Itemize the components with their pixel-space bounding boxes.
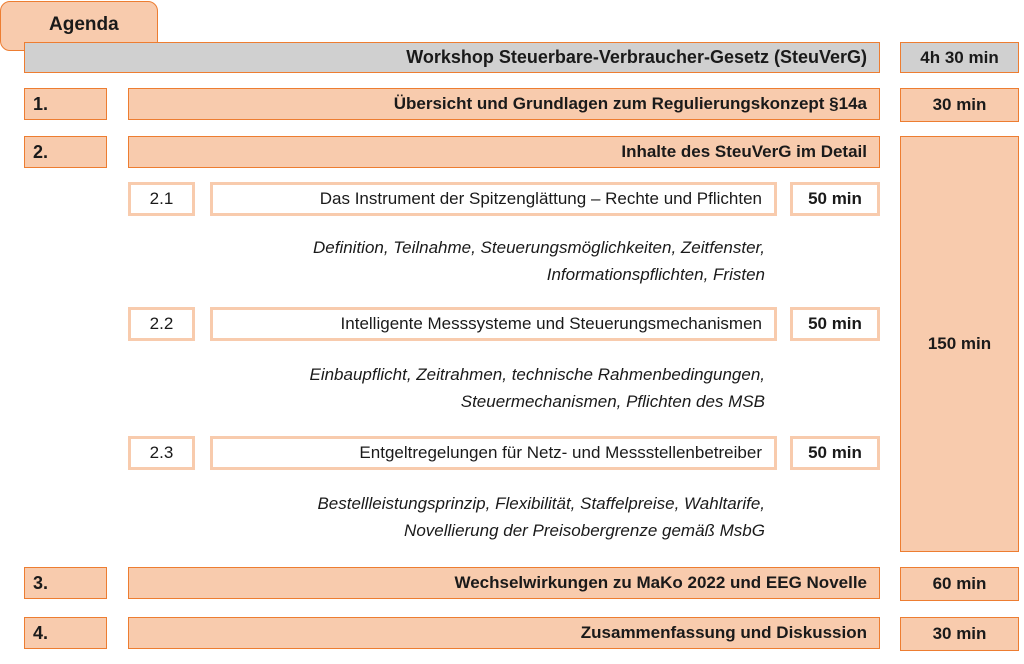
subitem-2-2-desc-line1: Einbaupflicht, Zeitrahmen, technische Rahmenbedingungen, — [309, 365, 765, 384]
item-4-duration: 30 min — [900, 617, 1019, 651]
subitem-2-3-desc-line2: Novellierung der Preisobergrenze gemäß MsbG — [404, 521, 765, 540]
subitem-2-1-number: 2.1 — [128, 182, 195, 216]
subitem-2-3-number: 2.3 — [128, 436, 195, 470]
subitem-2-1-title: Das Instrument der Spitzenglättung – Rechte und Pflichten — [210, 182, 777, 216]
item-3-duration: 60 min — [900, 567, 1019, 601]
subitem-2-2-description — [165, 361, 765, 415]
subitem-2-3-description — [165, 490, 765, 544]
item-3-title: Wechselwirkungen zu MaKo 2022 und EEG Novelle — [128, 567, 880, 599]
subitem-2-1-desc-line1: Definition, Teilnahme, Steuerungsmöglichkeiten, Zeitfenster, — [312, 238, 765, 257]
subitem-2-2-duration: 50 min — [790, 307, 880, 341]
subitem-2-3-duration: 50 min — [790, 436, 880, 470]
subitem-2-2-desc-line2: Steuermechanismen, Pflichten des MSB — [460, 392, 765, 411]
subitem-2-1-duration: 50 min — [790, 182, 880, 216]
workshop-title: Workshop Steuerbare-Verbraucher-Gesetz (SteuVerG) — [24, 42, 880, 73]
agenda-tab: Agenda — [0, 1, 158, 51]
subitem-2-1-description — [165, 234, 765, 288]
item-4-number: 4. — [24, 617, 107, 649]
item-2-title: Inhalte des SteuVerG im Detail — [128, 136, 880, 168]
item-1-title: Übersicht und Grundlagen zum Regulierungskonzept §14a — [128, 88, 880, 120]
item-1-duration: 30 min — [900, 88, 1019, 122]
subitem-2-1-desc-line2: Informationspflichten, Fristen — [546, 265, 765, 284]
subitem-2-3-desc-line1: Bestellleistungsprinzip, Flexibilität, Staffelpreise, Wahltarife, — [317, 494, 765, 513]
subitem-2-3-title: Entgeltregelungen für Netz- und Messstellenbetreiber — [210, 436, 777, 470]
item-4-title: Zusammenfassung und Diskussion — [128, 617, 880, 649]
subitem-2-2-title: Intelligente Messsysteme und Steuerungsmechanismen — [210, 307, 777, 341]
item-2-number: 2. — [24, 136, 107, 168]
item-1-number: 1. — [24, 88, 107, 120]
subitem-2-2-number: 2.2 — [128, 307, 195, 341]
item-2-duration: 150 min — [900, 136, 1019, 552]
workshop-duration: 4h 30 min — [900, 42, 1019, 73]
item-3-number: 3. — [24, 567, 107, 599]
